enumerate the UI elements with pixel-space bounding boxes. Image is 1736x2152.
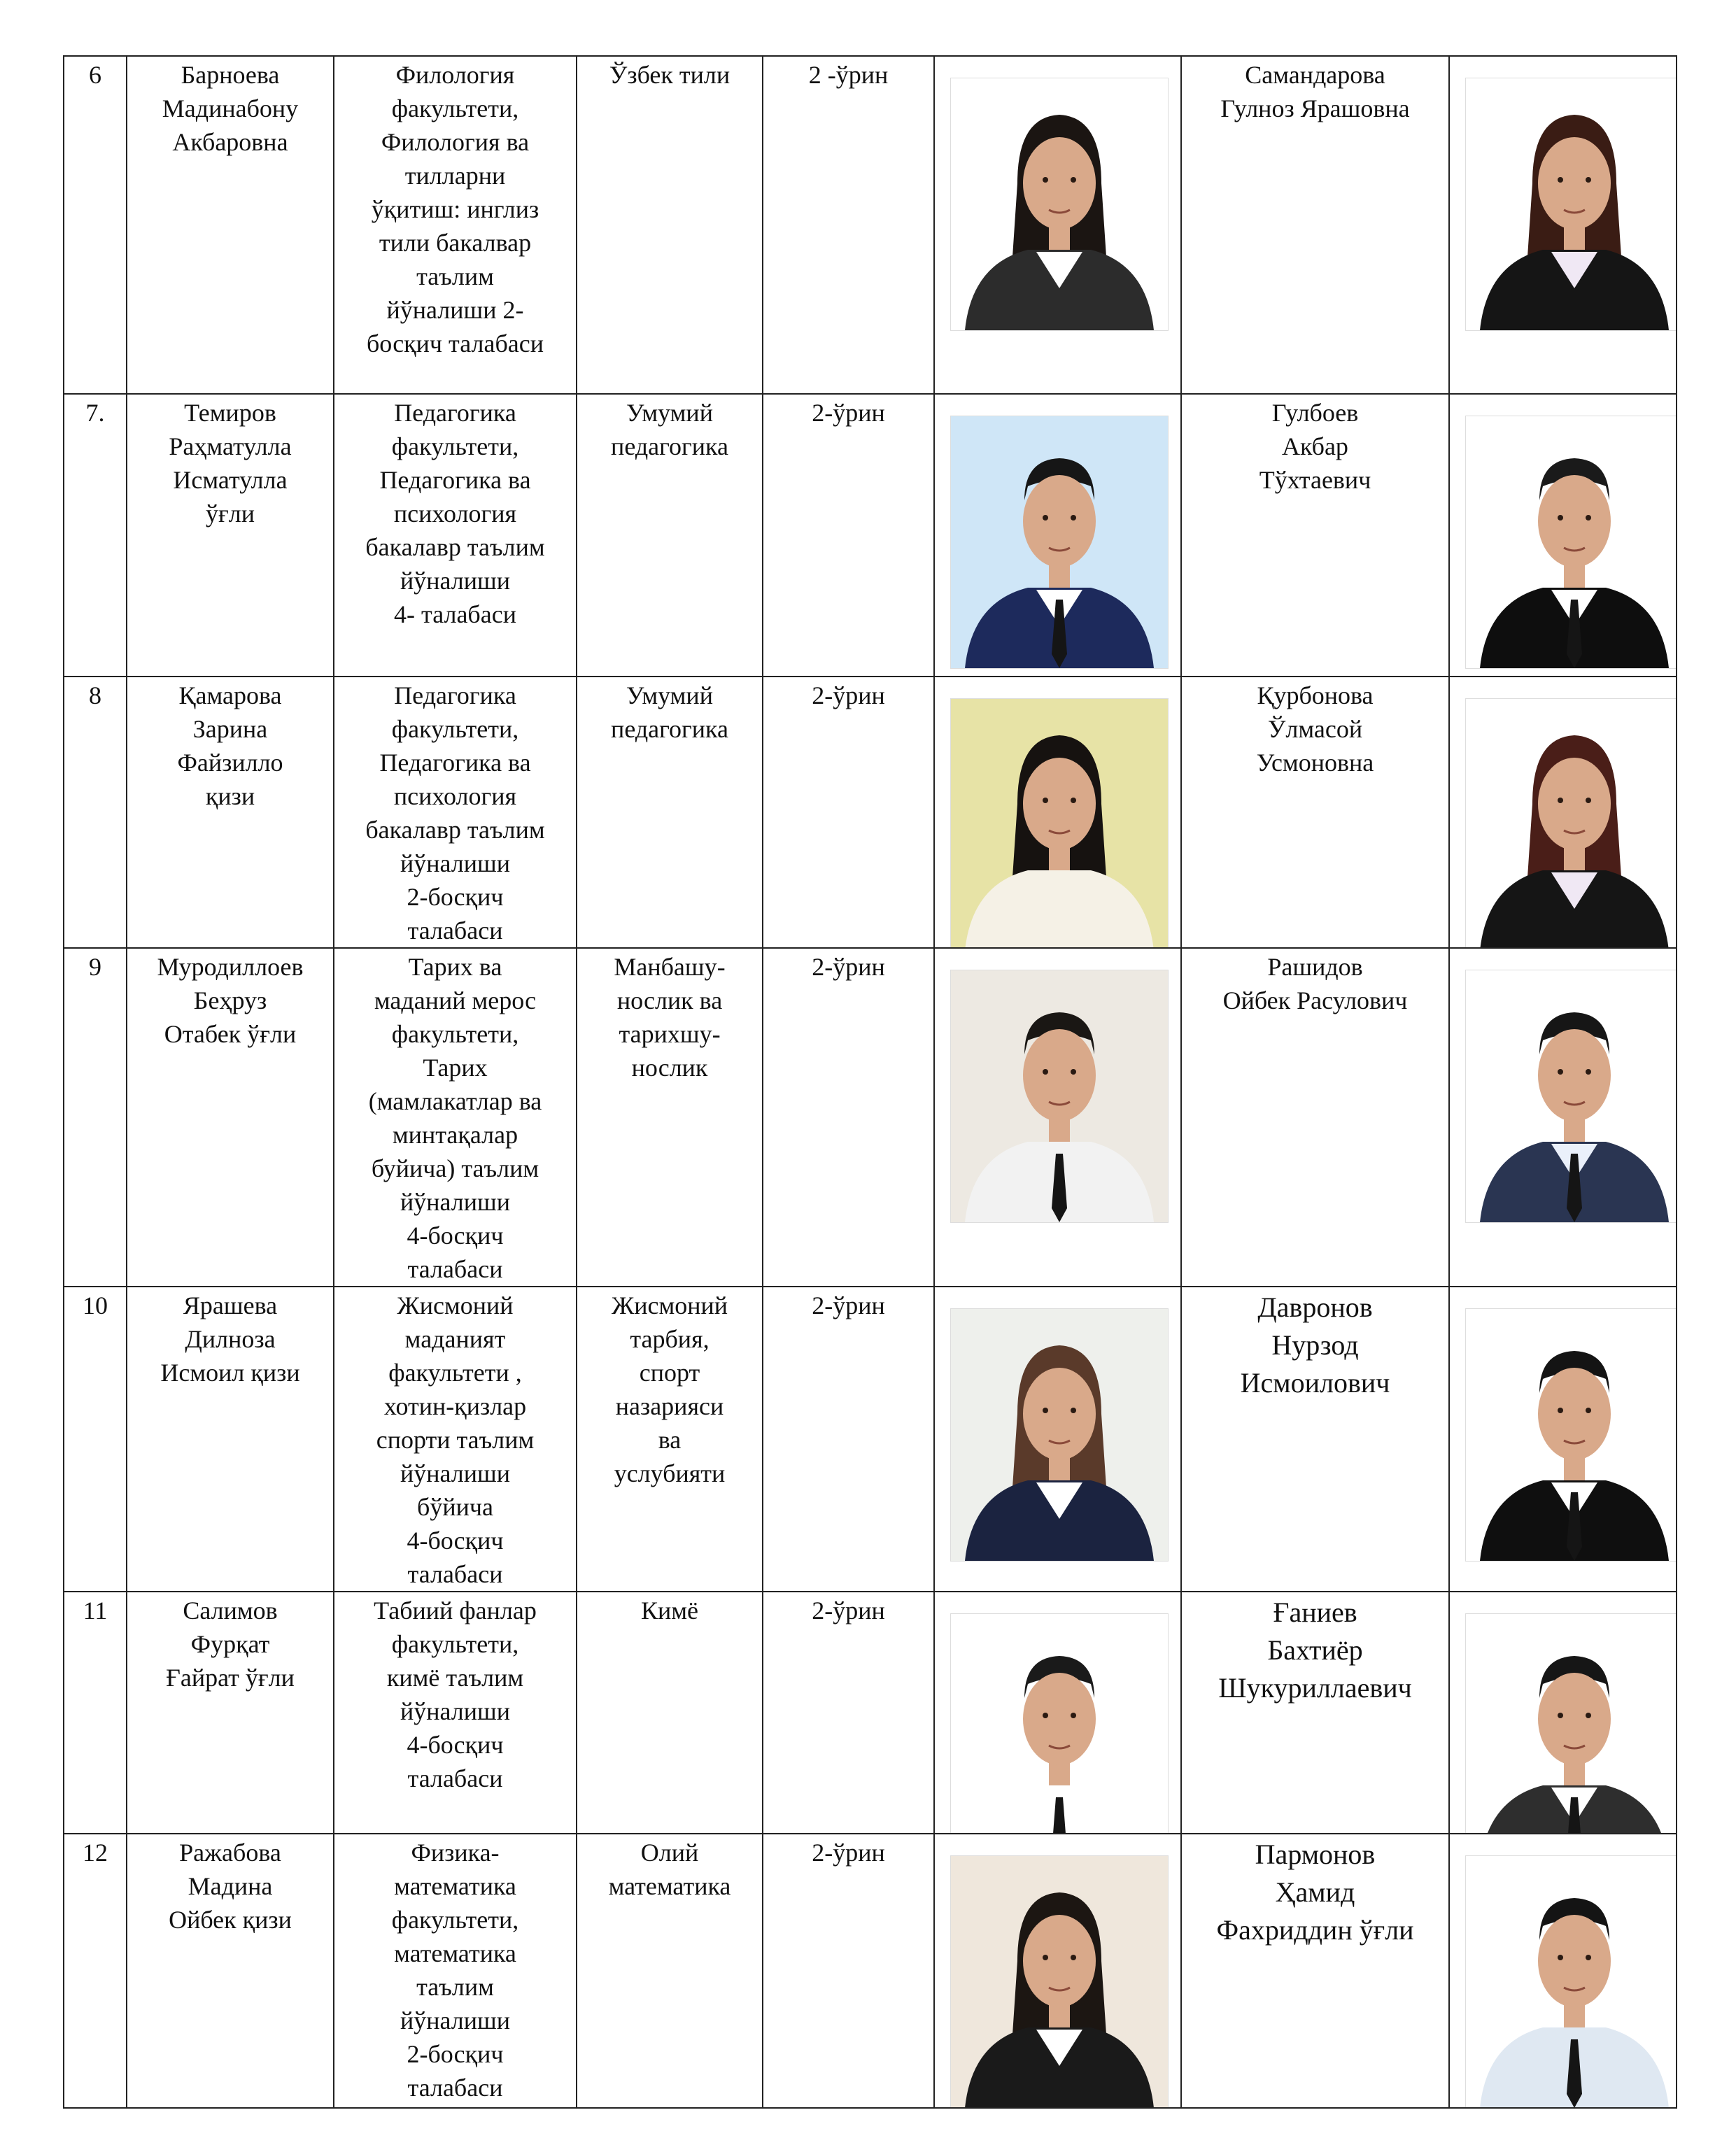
row-number-text: 12 <box>83 1839 108 1867</box>
table-body <box>64 56 1677 2108</box>
student-name-text: Муродиллоев Беҳруз Отабек ўғли <box>157 953 304 1048</box>
student-photo <box>950 416 1169 669</box>
student-photo <box>950 970 1169 1223</box>
row-number-text: 10 <box>83 1291 108 1319</box>
supervisor-photo <box>1465 78 1677 331</box>
place-award <box>763 1287 934 1592</box>
place-award <box>763 394 934 677</box>
subject-name <box>577 56 763 394</box>
supervisor-name <box>1181 1287 1449 1592</box>
subject-name <box>577 394 763 677</box>
subject-name <box>577 1287 763 1592</box>
supervisor-name-text: Қурбонова Ўлмасой Усмоновна <box>1256 681 1374 777</box>
faculty-info-text: Жисмоний маданият факультети , хотин-қизлар спорти таълим йўналиши бўйича 4-босқич талабаси <box>376 1291 535 1588</box>
student-name-text: Қамарова Зарина Файзилло қизи <box>177 681 283 810</box>
student-name <box>127 56 334 394</box>
supervisor-name-text: Давронов Нурзод Исмоилович <box>1240 1291 1390 1399</box>
subject-name-text: Жисмоний тарбия, спорт назарияси ва услубияти <box>611 1291 728 1487</box>
supervisor-photo-cell <box>1449 1834 1677 2108</box>
place-award-text: 2-ўрин <box>812 1291 885 1319</box>
student-photo <box>950 1308 1169 1562</box>
faculty-info <box>334 1834 577 2108</box>
place-award-text: 2-ўрин <box>812 681 885 709</box>
place-award-text: 2-ўрин <box>812 1597 885 1624</box>
supervisor-name <box>1181 394 1449 677</box>
student-photo <box>950 1613 1169 1834</box>
faculty-info <box>334 677 577 948</box>
row-number <box>64 677 127 948</box>
row-number-text: 7. <box>85 399 105 427</box>
subject-name-text: Ўзбек тили <box>609 61 731 89</box>
row-number <box>64 1592 127 1834</box>
supervisor-name-text: Рашидов Ойбек Расулович <box>1222 953 1408 1014</box>
student-photo-cell <box>934 1834 1181 2108</box>
table-row <box>64 677 1677 948</box>
subject-name-text: Манбашу- нослик ва тарихшу- нослик <box>614 953 726 1082</box>
subject-name <box>577 1834 763 2108</box>
place-award-text: 2 -ўрин <box>808 61 889 89</box>
supervisor-photo <box>1465 698 1677 948</box>
faculty-info-text: Педагогика факультети, Педагогика ва психология бакалавр таълим йўналиши 4- талабаси <box>365 399 545 628</box>
supervisor-name <box>1181 56 1449 394</box>
student-name <box>127 1287 334 1592</box>
row-number <box>64 1834 127 2108</box>
supervisor-photo-cell <box>1449 394 1677 677</box>
student-name <box>127 677 334 948</box>
student-photo-cell <box>934 1287 1181 1592</box>
student-photo-cell <box>934 56 1181 394</box>
student-photo <box>950 1855 1169 2108</box>
place-award <box>763 677 934 948</box>
place-award-text: 2-ўрин <box>812 399 885 427</box>
row-number <box>64 948 127 1287</box>
supervisor-name-text: Гулбоев Акбар Тўхтаевич <box>1259 399 1371 494</box>
subject-name <box>577 677 763 948</box>
subject-name-text: Умумий педагогика <box>611 399 728 460</box>
faculty-info-text: Физика- математика факультети, математика таълим йўналиши 2-босқич талабаси <box>391 1839 519 2102</box>
student-photo-cell <box>934 394 1181 677</box>
row-number <box>64 1287 127 1592</box>
student-name-text: Ражабова Мадина Ойбек қизи <box>169 1839 292 1934</box>
supervisor-photo <box>1465 970 1677 1223</box>
supervisor-photo-cell <box>1449 1592 1677 1834</box>
supervisor-photo <box>1465 1855 1677 2108</box>
subject-name <box>577 1592 763 1834</box>
supervisor-photo-cell <box>1449 677 1677 948</box>
supervisor-name <box>1181 677 1449 948</box>
supervisor-photo <box>1465 1308 1677 1562</box>
table-row <box>64 56 1677 394</box>
subject-name-text: Умумий педагогика <box>611 681 728 743</box>
faculty-info <box>334 948 577 1287</box>
student-name-text: Ярашева Дилноза Исмоил қизи <box>160 1291 300 1387</box>
faculty-info <box>334 1287 577 1592</box>
faculty-info-text: Табиий фанлар факультети, кимё таълим йўналиши 4-босқич талабаси <box>374 1597 537 1792</box>
supervisor-photo <box>1465 1613 1677 1834</box>
supervisor-photo-cell <box>1449 56 1677 394</box>
place-award <box>763 1834 934 2108</box>
supervisor-name-text: Ғаниев Бахтиёр Шукуриллаевич <box>1218 1597 1412 1704</box>
table-row <box>64 1834 1677 2108</box>
faculty-info <box>334 394 577 677</box>
faculty-info-text: Филология факультети, Филология ва тилларни ўқитиш: инглиз тили бакалвар таълим йўналиши 2- босқич талабаси <box>366 61 544 358</box>
student-name-text: Барноева Мадинабону Акбаровна <box>162 61 299 156</box>
table-row <box>64 394 1677 677</box>
student-name-text: Темиров Раҳматулла Исматулла ўғли <box>169 399 292 528</box>
student-name <box>127 1834 334 2108</box>
results-table <box>63 55 1677 2109</box>
place-award <box>763 948 934 1287</box>
student-photo-cell <box>934 1592 1181 1834</box>
student-photo <box>950 698 1169 948</box>
supervisor-photo <box>1465 416 1677 669</box>
student-photo-cell <box>934 677 1181 948</box>
faculty-info <box>334 1592 577 1834</box>
faculty-info-text: Педагогика факультети, Педагогика ва психология бакалавр таълим йўналиши 2-босқич талабаси <box>365 681 545 944</box>
supervisor-photo-cell <box>1449 1287 1677 1592</box>
supervisor-name <box>1181 948 1449 1287</box>
subject-name-text: Кимё <box>640 1597 699 1624</box>
row-number <box>64 56 127 394</box>
supervisor-name-text: Самандарова Гулноз Ярашовна <box>1220 61 1410 122</box>
table-row <box>64 1592 1677 1834</box>
place-award-text: 2-ўрин <box>812 1839 885 1867</box>
supervisor-photo-cell <box>1449 948 1677 1287</box>
row-number-text: 8 <box>89 681 101 709</box>
subject-name <box>577 948 763 1287</box>
student-photo <box>950 78 1169 331</box>
supervisor-name-text: Пармонов Ҳамид Фахриддин ўғли <box>1216 1839 1414 1946</box>
supervisor-name <box>1181 1834 1449 2108</box>
table-row <box>64 1287 1677 1592</box>
student-name-text: Салимов Фурқат Ғайрат ўғли <box>166 1597 295 1692</box>
subject-name-text: Олий математика <box>608 1839 731 1900</box>
faculty-info-text: Тарих ва маданий мерос факультети, Тарих (мамлакатлар ва минтақалар буйича) таълим йўналиши 4-босқич талабаси <box>368 953 542 1283</box>
student-name <box>127 948 334 1287</box>
student-photo-cell <box>934 948 1181 1287</box>
student-name <box>127 1592 334 1834</box>
row-number-text: 9 <box>89 953 101 981</box>
faculty-info <box>334 56 577 394</box>
supervisor-name <box>1181 1592 1449 1834</box>
row-number <box>64 394 127 677</box>
row-number-text: 11 <box>83 1597 108 1624</box>
place-award-text: 2-ўрин <box>812 953 885 981</box>
place-award <box>763 56 934 394</box>
student-name <box>127 394 334 677</box>
table-row <box>64 948 1677 1287</box>
place-award <box>763 1592 934 1834</box>
row-number-text: 6 <box>89 61 101 89</box>
